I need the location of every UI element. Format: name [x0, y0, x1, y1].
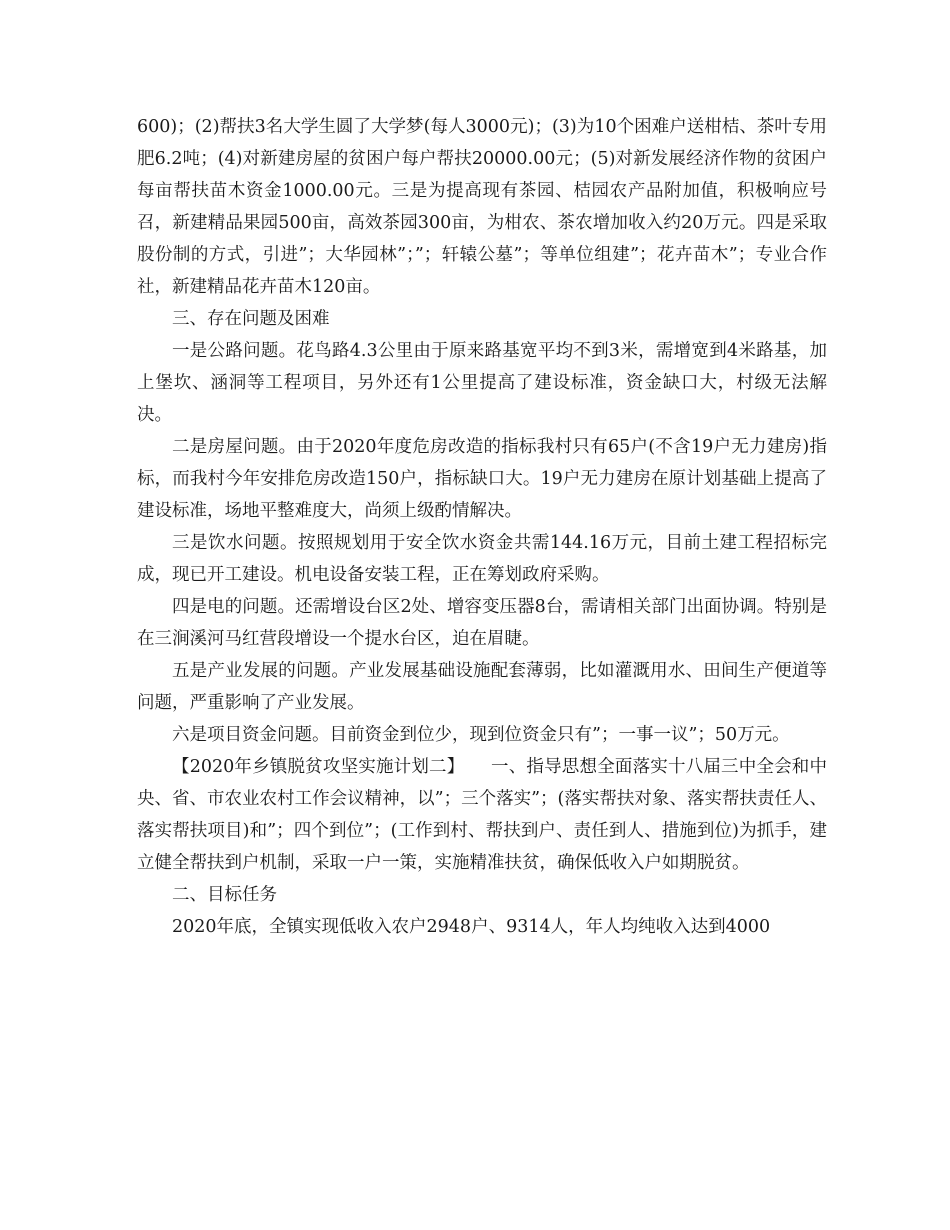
paragraph-industry-issue: 五是产业发展的问题。产业发展基础设施配套薄弱，比如灌溉用水、田间生产便道等问题，严重影响了产业发展。	[137, 661, 827, 713]
paragraph-targets: 2020年底，全镇实现低收入农户2948户、9314人，年人均纯收入达到4000	[172, 917, 771, 937]
paragraph-housing-issue: 二是房屋问题。由于2020年度危房改造的指标我村只有65户(不含19户无力建房)指标，而我村今年安排危房改造150户，指标缺口大。19户无力建房在原计划基础上提高了建设标准，场地平整难度大，尚须上级酌情解决。	[137, 437, 827, 521]
paragraph-continuation: 600)；(2)帮扶3名大学生圆了大学梦(每人3000元)；(3)为10个困难户送柑桔、茶叶专用肥6.2吨；(4)对新建房屋的贫困户每户帮扶20000.00元；(5)对新发展经济作物的贫困户每亩帮扶苗木资金1000.00元。三是为提高现有茶园、桔园农产品附加值，积极响应号召，新建精品果园500亩，高效茶园300亩，为柑农、茶农增加收入约20万元。四是采取股份制的方式，引进”；大华园林”；”；轩辕公墓”；等单位组建”；花卉苗木”；专业合作社，新建精品花卉苗木120亩。	[137, 117, 827, 297]
paragraph-funding-issue: 六是项目资金问题。目前资金到位少，现到位资金只有”；一事一议”；50万元。	[172, 725, 790, 745]
paragraph-power-issue: 四是电的问题。还需增设台区2处、增容变压器8台，需请相关部门出面协调。特别是在三涧溪河马红营段增设一个提水台区，迫在眉睫。	[137, 597, 827, 649]
document-body	[137, 111, 827, 943]
section-heading-targets: 二、目标任务	[172, 885, 277, 905]
paragraph-plan-two-guideline: 【2020年乡镇脱贫攻坚实施计划二】 一、指导思想全面落实十八届三中全会和中央、省、市农业农村工作会议精神，以”；三个落实”；(落实帮扶对象、落实帮扶责任人、落实帮扶项目)和”；四个到位”；(工作到村、帮扶到户、责任到人、措施到位)为抓手，建立健全帮扶到户机制，采取一户一策，实施精准扶贫，确保低收入户如期脱贫。	[137, 757, 827, 873]
paragraph-water-issue: 三是饮水问题。按照规划用于安全饮水资金共需144.16万元，目前土建工程招标完成，现已开工建设。机电设备安装工程，正在筹划政府采购。	[137, 533, 827, 585]
section-heading-problems: 三、存在问题及困难	[172, 309, 330, 329]
paragraph-road-issue: 一是公路问题。花鸟路4.3公里由于原来路基宽平均不到3米，需增宽到4米路基，加上堡坎、涵洞等工程项目，另外还有1公里提高了建设标准，资金缺口大，村级无法解决。	[137, 341, 827, 425]
